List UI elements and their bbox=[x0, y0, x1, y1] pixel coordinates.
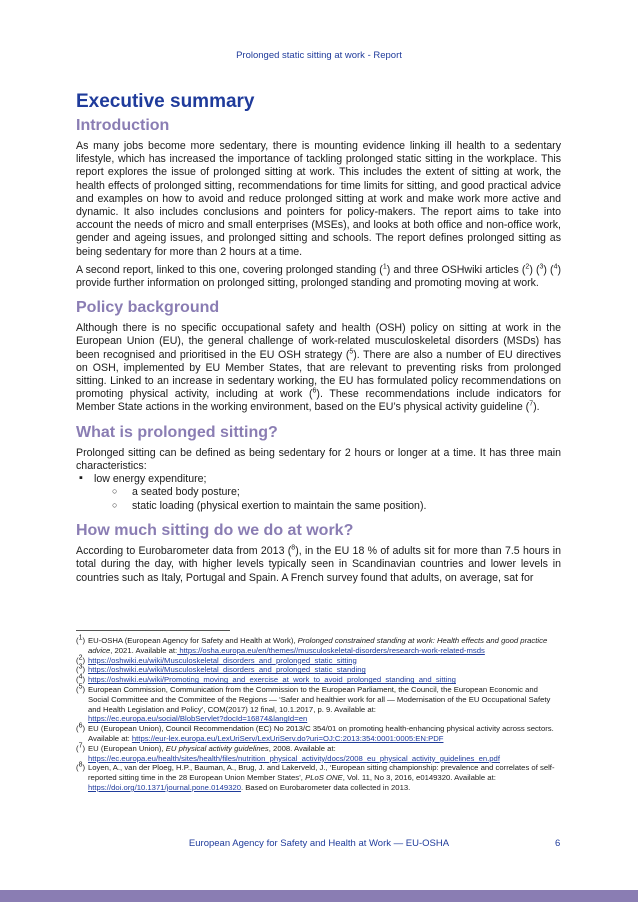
intro-paragraph-1: As many jobs become more sedentary, there is mounting evidence linking ill health to a sedentary lifestyle, which has increased the importance of tackling prolonged static sitting in the workplace. This report explores the issue of prolonged sitting at work. This includes the extent of sitting at work, the health effects of prolonged sitting, recommendations for time limits for sitting, and good practical advice and examples on how to avoid and reduce prolonged sitting at work and make work more active and dynamic. It also includes conclusions and pointers for policy-makers. The report aims to take into account the needs of micro and small enterprises (MSEs), and looks at both office and non-office work, gender and ageing issues, and prolonged sitting and schools. The report defines prolonged sitting as being sedentary for more than 2 hours at a time. bbox=[76, 140, 561, 258]
heading-policy-background: Policy background bbox=[76, 299, 220, 317]
list-item: ○ static loading (physical exertion to maintain the same position). bbox=[94, 500, 561, 513]
footnote-divider bbox=[76, 630, 230, 631]
heading-how-much-sitting: How much sitting do we do at work? bbox=[76, 522, 354, 540]
footnote-7: ($^7$) EU (European Union), EU physical activity guidelines, 2008. Available at: https://ec.europa.eu/health/sites/health/files/nutrition_physical_activity/docs/2008_eu_physical_activity_guidelines_en.pdf bbox=[76, 742, 500, 763]
prolonged-paragraph: Prolonged sitting can be defined as being sedentary for 2 hours or longer at a time. It has three main characteristics: bbox=[76, 446, 561, 472]
footnote-ref-4[interactable]: 4 bbox=[553, 263, 558, 271]
footnote-8: ($^8$) Loyen, A., van der Ploeg, H.P., Bauman, A., Brug, J. and Lakerveld, J., ‘European sitting championship: prevalence and correlates of self-reported sitting time in the 28 European Union Member States’, PLoS ONE, Vol. 11, No 3, 2016, e0149320. Available at: https://doi.org/10.1371/journal.pone.0149320. Based on Eurobarometer data collected in 2013. bbox=[76, 761, 555, 792]
footnote-ref-5[interactable]: 5 bbox=[349, 348, 354, 356]
footnote-link[interactable]: https://oshwiki.eu/wiki/Promoting_moving_and_exercise_at_work_to_avoid_prolonged_standing_and_sitting bbox=[88, 675, 456, 685]
footnote-ref-3[interactable]: 3 bbox=[539, 263, 544, 271]
footnote-ref-8[interactable]: 8 bbox=[291, 544, 296, 552]
page-number: 6 bbox=[555, 838, 561, 849]
footnote-1: ($^1$) EU-OSHA (European Agency for Safety and Health at Work), Prolonged constrained standing at work: Health effects and good practice advice, 2021. Available at: https://osha.europa.eu/en/themes//musculoskeletal-disorders/research-work-related-msds bbox=[76, 634, 548, 655]
footnote-5: ($^5$) European Commission, Communication from the Commission to the European Parliament, the Council, the European Economic and Social Committee and the Committee of the Regions — ‘Safer and healthier work for all — Modernisation of the EU Occupational Safety and Health Legislation and Policy’, COM(2017) 12 final, 10.1.2017, p. 9. Available at: https://ec.europa.eu/social/BlobServlet?docId=16874&langId=en bbox=[76, 683, 551, 724]
running-header: Prolonged static sitting at work - Report bbox=[236, 50, 402, 61]
footnote-link[interactable]: https://ec.europa.eu/social/BlobServlet?docId=16874&langId=en bbox=[88, 714, 308, 724]
characteristics-list bbox=[76, 473, 561, 513]
footnote-link[interactable]: https://ec.europa.eu/health/sites/health/files/nutrition_physical_activity/docs/2008_eu_physical_activity_guidelines_en.pdf bbox=[88, 753, 500, 763]
footnote-link[interactable]: https://doi.org/10.1371/journal.pone.0149320 bbox=[88, 782, 242, 792]
footnote-link[interactable]: https://oshwiki.eu/wiki/Musculoskeletal_disorders_and_prolonged_static_sitting bbox=[88, 655, 357, 665]
main-content bbox=[76, 90, 561, 590]
policy-paragraph: Although there is no specific occupational safety and health (OSH) policy on sitting at work in the European Union (EU), the general challenge of work-related musculoskeletal disorders (MSDs) has been recognised and prioritised in the EU OSH strategy ($^5$). There are also a number of EU directives on OSH, implemented by EU Member States, that are relevant to preventing risks from prolonged sitting. Linked to an increase in sedentary working, the EU has formulated policy recommendations on promoting physical activity, including at work ($^6$). These recommendations include indicators for Member State actions in the working environment, based on the EU’s physical activity guideline ($^7$). bbox=[76, 322, 561, 414]
footnotes bbox=[76, 636, 561, 793]
footnote-6: ($^6$) EU (European Union), Council Recommendation (EC) No 2013/C 354/01 on promoting health-enhancing physical activity across sectors. Available at: https://eur-lex.europa.eu/LexUriServ/LexUriServ.do?uri=OJ:C:2013:354:0001:0005:EN:PDF bbox=[76, 722, 554, 743]
footnote-ref-6[interactable]: 6 bbox=[312, 387, 317, 395]
how-much-paragraph: According to Eurobarometer data from 2013 ($^8$), in the EU 18 % of adults sit for more than 7.5 hours in total during the day, with higher levels typically seen in Scandinavian countries and lower levels in countries such as Italy, Portugal and Spain. A French survey found that adults, on average, sat for bbox=[76, 544, 562, 584]
heading-introduction: Introduction bbox=[76, 117, 170, 134]
footnote-link[interactable]: https://oshwiki.eu/wiki/Musculoskeletal_disorders_and_prolonged_static_standing bbox=[88, 665, 366, 675]
footnote-2: ($^2$) https://oshwiki.eu/wiki/Musculoskeletal_disorders_and_prolonged_static_sitting bbox=[76, 654, 357, 665]
footnote-ref-7[interactable]: 7 bbox=[529, 400, 534, 408]
footnote-link[interactable]: https://osha.europa.eu/en/themes//musculoskeletal-disorders/research-work-related-msds bbox=[177, 645, 485, 655]
list-item: ○ a seated body posture; bbox=[94, 486, 561, 499]
list-item: ▪ low energy expenditure; ○ a seated body posture; ○ static loading (physical exertion to maintain the same position). bbox=[76, 473, 561, 513]
heading-what-is-prolonged-sitting: What is prolonged sitting? bbox=[76, 423, 278, 441]
footer-band bbox=[0, 890, 638, 902]
footnote-ref-1[interactable]: 1 bbox=[382, 263, 387, 271]
page-title: Executive summary bbox=[76, 91, 255, 112]
sub-list bbox=[94, 486, 561, 513]
footnote-4: ($^4$) https://oshwiki.eu/wiki/Promoting_moving_and_exercise_at_work_to_avoid_prolonged_standing_and_sitting bbox=[76, 673, 456, 685]
footnote-link[interactable]: https://eur-lex.europa.eu/LexUriServ/LexUriServ.do?uri=OJ:C:2013:354:0001:0005:EN:PDF bbox=[131, 733, 444, 743]
footnote-3: ($^3$) https://oshwiki.eu/wiki/Musculoskeletal_disorders_and_prolonged_static_standing bbox=[76, 663, 366, 675]
intro-paragraph-2: A second report, linked to this one, covering prolonged standing ($^1$) and three OSHwiki articles ($^2$) ($^3$) ($^4$) provide further information on prolonged sitting, prolonged standing and promoting moving at work. bbox=[76, 263, 562, 290]
footer-agency: European Agency for Safety and Health at Work — EU-OSHA bbox=[188, 838, 450, 849]
footnote-ref-2[interactable]: 2 bbox=[525, 263, 530, 271]
